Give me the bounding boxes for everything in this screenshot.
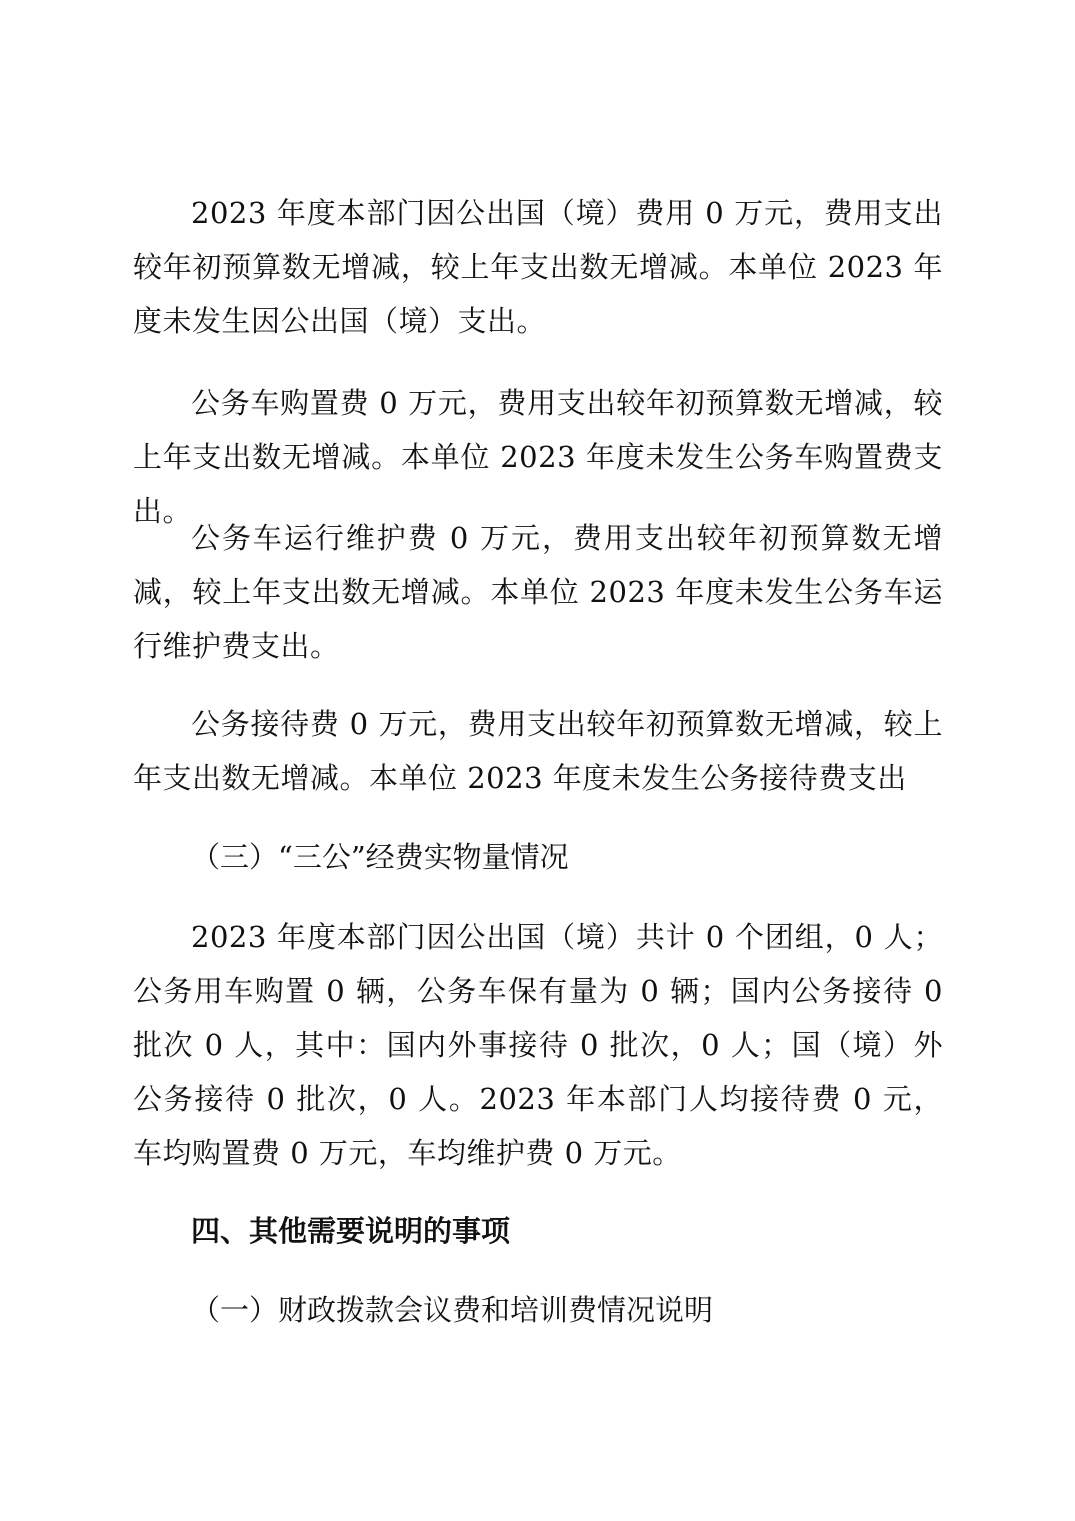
paragraph-vehicle-maintenance: 公务车运行维护费 0 万元，费用支出较年初预算数无增减，较上年支出数无增减。本单位 2023 年度未发生公务车运行维护费支出。 bbox=[133, 521, 943, 663]
subheading-meeting-training: （一）财政拨款会议费和培训费情况说明 bbox=[191, 1293, 714, 1327]
paragraph-physical-quantity: 2023 年度本部门因公出国（境）共计 0 个团组，0 人；公务用车购置 0 辆，公务车保有量为 0 辆；国内公务接待 0 批次 0 人，其中：国内外事接待 0 批次，0 人；国（境）外公务接待 0 批次，0 人。2023 年本部门人均接待费 0 元，车均购置费 0 万元，车均维护费 0 万元。 bbox=[133, 920, 943, 1170]
paragraph-vehicle-purchase: 公务车购置费 0 万元，费用支出较年初预算数无增减，较上年支出数无增减。本单位 2023 年度未发生公务车购置费支出。 bbox=[133, 386, 943, 528]
section-heading-other-matters: 四、其他需要说明的事项 bbox=[191, 1214, 511, 1248]
subheading-three-public-quantity: （三）“三公”经费实物量情况 bbox=[191, 840, 569, 874]
paragraph-reception: 公务接待费 0 万元，费用支出较年初预算数无增减，较上年支出数无增减。本单位 2023 年度未发生公务接待费支出 bbox=[133, 707, 943, 795]
paragraph-foreign-travel: 2023 年度本部门因公出国（境）费用 0 万元，费用支出较年初预算数无增减，较上年支出数无增减。本单位 2023 年度未发生因公出国（境）支出。 bbox=[133, 196, 943, 338]
